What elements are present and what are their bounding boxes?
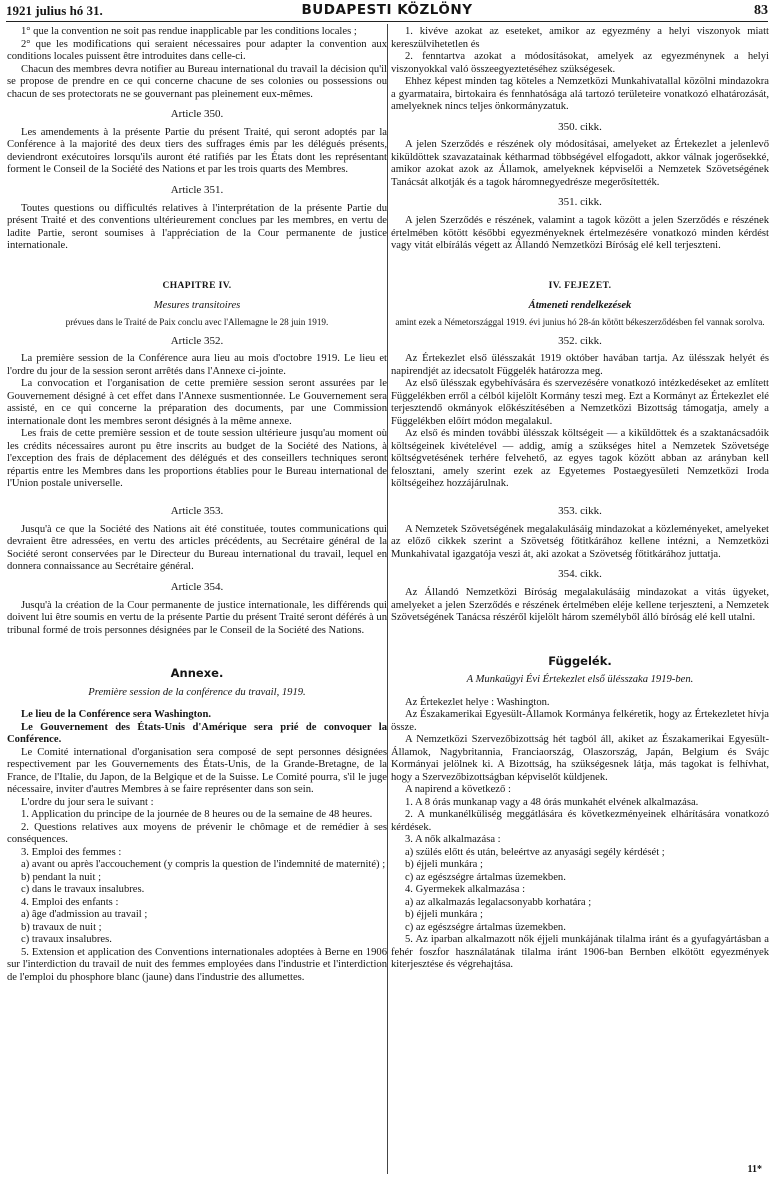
list-item: c) az egészségre ártalmas üzemekben. [405,921,566,933]
hungarian-column [391,26,769,1176]
paragraph: Chacun des membres devra notifier au Bureau international du travail la décision qu'il se propose de prendre en ce qui concerne chacune de ses colonies ou possessions ou chacun de ses protectorats ne se gouvernant pas pleinement eux-mêmes. [7,63,387,100]
list-item: 5. Extension et application des Conventions internationales adoptées à Berne en 1906 sur l'interdiction du travail de nuit des femmes employées dans l'industrie et l'interdiction de l'emploi du phosphore blanc (jaune) dans l'industrie des allumettes. [7,946,387,983]
paragraph: Ehhez képest minden tag köteles a Nemzetközi Munkahivatallal közölni mindazokra a gyarmataira, birtokaira és fennhatósága alá tartozó területeire vonatkozó elhatározását, amelyeknek nincs teljes önkormányzatuk. [391,76,769,112]
paragraph: Le Comité international d'organisation sera composé de sept personnes désignées respectivement par les Gouvernements des États-Unis, de la Grande-Bretagne, de la France, de l'Italie, du Japon, de la Belgique et de la Suisse. Le Comité pourra, s'il le juge nécessaire, inviter d'autres Membres à se faire représenter dans son sein. [7,746,387,796]
page-header [6,3,768,22]
chapter-title: Átmeneti rendelkezések [528,300,632,312]
article-heading: 354. cikk. [558,568,602,581]
chapter-heading: IV. FEJEZET. [548,280,612,291]
article-heading: 350. cikk. [558,120,602,133]
paragraph: Az Állandó Nemzetközi Bíróság megalakulásáig mindazokat a vitás ügyeket, amelyeket a jelen Szerződés e részének értelmében eléje kellene terjeszteni, a Nemzetek Szövetségének Tanácsa részéről kijelölt három személyből álló bíróság elé kell utalni. [391,587,769,624]
chapter-subtitle: amint ezek a Németországgal 1919. évi junius hó 28-án kötött békeszerződésben fel vannak sorolva. [395,316,765,327]
article-heading: Article 352. [170,334,224,347]
paragraph: L'ordre du jour sera le suivant : [21,796,154,808]
page-number: 83 [754,3,768,18]
article-heading: Article 354. [170,580,224,593]
paragraph: A Nemzetek Szövetségének megalakulásáig mindazokat a közleményeket, amelyeket az előző cikkek szerint a Szövetség főtitkárához kellene intézni, a Nemzetközi Munkahivatal igazgatója veszi át, aki azokat a Szövetség főtitkárához juttatja. [391,523,769,560]
paragraph: La convocation et l'organisation de cette première session seront assurées par le Gouvernement désigné à cet effet dans l'Annexe susmentionnée. Le Gouvernement sera assisté, en ce qui concerne la préparation des documents, par une Commission internationale dont les membres seront désignés à la même annexe. [7,378,387,427]
paragraph: Az Északamerikai Egyesült-Államok Kormánya felkéretik, hogy az Értekezletet hívja össze. [391,709,769,733]
list-item: 2. Questions relatives aux moyens de prévenir le chômage et de remédier à ses conséquences. [7,821,387,846]
paragraph: A napirend a következő : [405,784,511,796]
paragraph: Les amendements à la présente Partie du présent Traité, qui seront adoptés par la Conférence à la majorité des deux tiers des suffrages émis par les délégués présents, deviendront exécutoires lorsqu'ils auront été ratifiés par les États dont les représentant forment le Conseil de la Société des Nations et par les trois quarts des Membres. [7,126,387,176]
article-heading: 352. cikk. [558,334,602,347]
chapter-subtitle: prévues dans le Traité de Paix conclu avec l'Allemagne le 28 juin 1919. [65,316,329,327]
paragraph: Toutes questions ou difficultés relatives à l'interprétation de la présente Partie du présent Traité et des conventions ultérieurement conclues par les membres, en vertu de ladite Partie, seront soumises à l'appréciation de la Cour permanente de justice internationale. [7,202,387,252]
list-item: 3. A nők alkalmazása : [405,834,501,846]
paragraph: La première session de la Conférence aura lieu au mois d'octobre 1919. Le lieu et l'ordre du jour de la session seront arrêtés dans l'Annexe ci-jointe. [7,353,387,377]
paragraph: A Nemzetközi Szervezőbizottság hét tagból áll, akiket az Északamerikai Egyesült-Államok, Nagybritannia, Franciaország, Olaszország, Japán, Belgium és Svájc Kormányai jelölnek ki. A Bizottság, ha szükségesnek látja, más tagokat is felhívhat, hogy a Szervezőbizottságban képviselőt küldjenek. [391,734,769,783]
article-heading: Article 350. [170,108,224,120]
appendix-heading: Függelék. [548,653,612,668]
appendix-subtitle: A Munkaügyi Évi Értekezlet első ülésszaka 1919-ben. [466,674,694,686]
annex-heading: Annexe. [170,666,224,681]
issue-date: 1921 julius hó 31. [6,3,103,18]
article-heading: Article 353. [170,504,224,517]
list-item: 4. Emploi des enfants : [21,896,119,908]
list-item: 3. Emploi des femmes : [21,846,122,858]
paragraph: 2° que les modifications qui seraient nécessaires pour adapter la convention aux conditions locales puissent être introduites dans celle-ci. [7,38,387,62]
french-column [7,26,387,1176]
paragraph: 1. kivéve azokat az eseteket, amikor az egyezmény a helyi viszonyok miatt kereszülvihetetlen és [391,26,769,50]
list-item: b) pendant la nuit ; [21,871,102,883]
list-item: c) travaux insalubres. [21,934,112,946]
sheet-number: 11* [747,1164,762,1176]
paragraph: Le Gouvernement des États-Unis d'Amérique sera prié de convoquer la Conférence. [7,721,387,746]
chapter-title: Mesures transitoires [153,300,241,312]
list-item: 1. A 8 órás munkanap vagy a 48 órás munkahét elvének alkalmazása. [405,796,699,808]
list-item: b) éjjeli munkára ; [405,909,483,921]
paragraph: Les frais de cette première session et de toute session ultérieure jusqu'au moment où les crédits nécessaires auront pu être inscrits au budget de la Société des Nations, à l'exception des frais de déplacement des délégués et des conseillers techniques seront répartis entre les Membres dans les proportions établies pour le Bureau international de l'Union postale universelle. [7,428,387,490]
paragraph: Az első és minden további ülésszak költségeit — a kiküldöttek és a szaktanácsadóik költségeinek kivételével — addig, amíg a szükséges hitel a Nemzetek Szövetsége költségvetésének terhére felvehető, az egyes tagok között abban az arányban kell felosztani, amely szerint ezek az Egyetemes Postaegyesületi Nemzetközi Iroda költségeihez hozzájárulnak. [391,428,769,490]
paragraph: 2. fenntartva azokat a módosításokat, amelyek az egyezménynek a helyi viszonyokkal való összeegyeztetéséhez szükségesek. [391,51,769,75]
article-heading: Article 351. [170,183,224,196]
journal-title: BUDAPESTI KÖZLÖNY [301,2,473,18]
paragraph: A jelen Szerződés e részének oly módosításai, amelyeket az Értekezlet a jelenlevő kiküldöttek szavazatainak kétharmad többségével elfogadott, akkor válnak jogerősekké, amikor azokat azok az Államok, amelyeknek képviselői a Nemzetek Szövetségének Tanácsát alkotják és a tagok háromnegyedrésze megerősítették. [391,139,769,188]
list-item: c) dans le travaux insalubres. [21,884,145,896]
list-item: 5. Az iparban alkalmazott nők éjjeli munkájának tilalma iránt és a gyufagyártásban a fehér foszfor használatának tilalma iránt 1906-ban Bernben elkötött egyezmények kiterjesztése és végrehajtása. [391,934,769,971]
article-heading: 351. cikk. [558,196,602,209]
list-item: 2. A munkanélküliség meggátlására és következményeinek elhárítására vonatkozó kérdések. [391,809,769,833]
list-item: c) az egészségre ártalmas üzemekben. [405,871,566,883]
article-heading: 353. cikk. [558,504,602,517]
list-item: b) travaux de nuit ; [21,921,102,933]
list-item: a) az alkalmazás legalacsonyabb korhatára ; [405,896,592,908]
column-divider [387,24,388,1174]
annex-subtitle: Première session de la conférence du travail, 1919. [88,686,306,698]
paragraph: Le lieu de la Conférence sera Washington. [21,709,211,721]
chapter-heading: CHAPITRE IV. [162,280,232,291]
paragraph: Jusqu'à la création de la Cour permanente de justice internationale, les différends qui doivent lui être soumis en vertu de la présente Partie du présent Traité seront déférés à un tribunal formé de trois personnes désignées par le Conseil de la Société des Nations. [7,599,387,636]
paragraph: A jelen Szerződés e részének, valamint a tagok között a jelen Szerződés e részének értelmében kötött későbbi egyezményeknek értelmezésére vonatkozó minden kérdést vagy vitát elbírálás végett az Állandó Nemzetközi Bíróság elé kell terjeszteni. [391,215,769,252]
list-item: 1. Application du principe de la journée de 8 heures ou de la semaine de 48 heures. [21,809,373,821]
list-item: b) éjjeli munkára ; [405,859,483,871]
list-item: a) avant ou après l'accouchement (y compris la question de l'indemnité de maternité) ; [21,859,386,871]
paragraph: Az Értekezlet első ülésszakát 1919 október havában tartja. Az ülésszak helyét és napirendjét az idecsatolt Függelék határozza meg. [391,353,769,377]
paragraph: Jusqu'à ce que la Société des Nations ait été constituée, toutes communications qui devraient être adressées, en vertu des articles précédents, au Secrétaire général de la Société seront conservées par le Directeur du Bureau international du travail, lequel en donnera connaissance au Secrétaire général. [7,523,387,573]
paragraph: Az Értekezlet helye : Washington. [405,696,550,708]
list-item: 4. Gyermekek alkalmazása : [405,884,526,896]
list-item: a) szülés előtt és után, beleértve az anyasági segély kérdését ; [405,846,665,858]
paragraph: Az első ülésszak egybehívására és szervezésére vonatkozó intézkedéseket az említett Függelékben erről a célból kijelölt Kormány teszi meg. Ezt a Kormányt az Értekezlet elé terjesztendő okmányok előkészítésében a Nemzetközi Bizottság támogatja, amely a Függelékben előírt módon megalakul. [391,378,769,427]
paragraph: 1° que la convention ne soit pas rendue inapplicable par les conditions locales ; [21,26,357,37]
list-item: a) âge d'admission au travail ; [21,909,148,921]
